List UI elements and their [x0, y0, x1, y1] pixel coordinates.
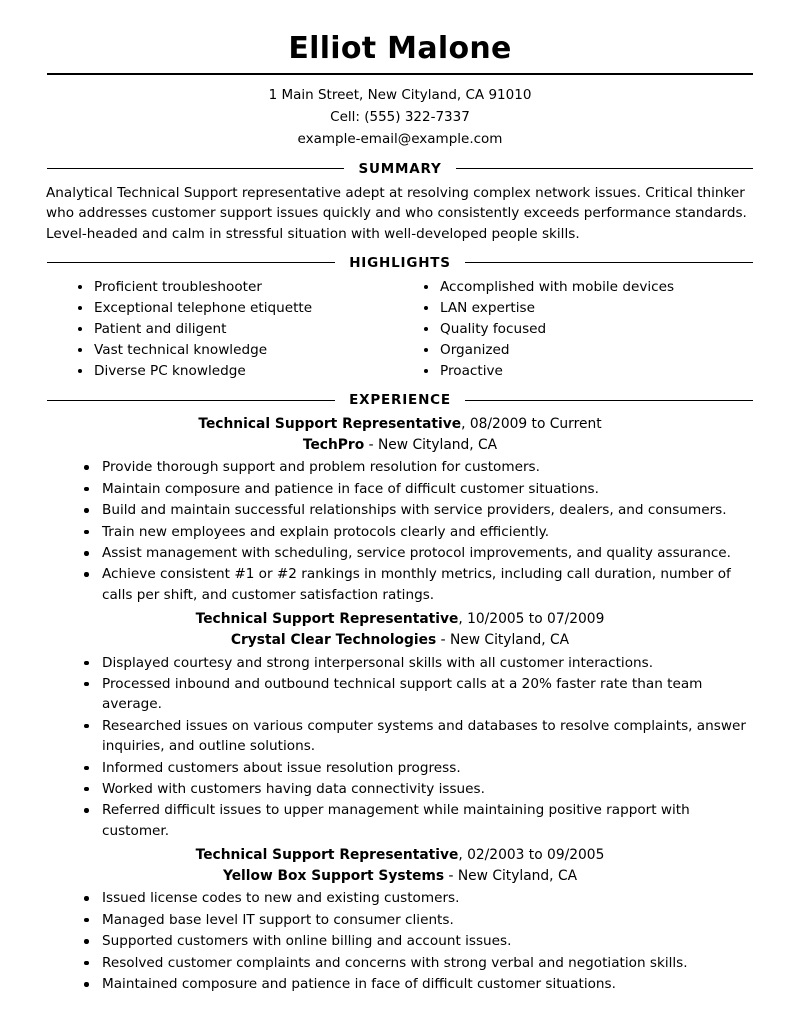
- list-item: Managed base level IT support to consumer clients.: [80, 910, 754, 930]
- section-title-summary: SUMMARY: [358, 160, 442, 177]
- section-title-experience: EXPERIENCE: [349, 392, 451, 409]
- list-item: Accomplished with mobile devices: [418, 277, 756, 297]
- job-dates: , 02/2003 to 09/2005: [458, 847, 605, 864]
- job-location: - New Cityland, CA: [436, 631, 570, 648]
- list-item: Build and maintain successful relationships with service providers, dealers, and consumers.: [80, 500, 754, 520]
- list-item: Maintained composure and patience in face of difficult customer situations.: [80, 974, 754, 994]
- job-company: Yellow Box Support Systems: [222, 867, 445, 884]
- list-item: Train new employees and explain protocols clearly and efficiently.: [80, 522, 754, 542]
- section-header-highlights: [47, 255, 753, 271]
- section-title-highlights: HIGHLIGHTS: [349, 254, 451, 271]
- list-item: Assist management with scheduling, service protocol improvements, and quality assurance.: [80, 543, 754, 563]
- contact-block: [44, 85, 756, 151]
- highlights-list-right: [418, 277, 756, 382]
- experience-entry: [44, 609, 756, 841]
- job-role: Technical Support Representative: [195, 611, 459, 628]
- rule-left: [47, 168, 344, 169]
- list-item: Researched issues on various computer systems and databases to resolve complaints, answer inquiries, and outline solutions.: [80, 716, 754, 757]
- job-dates: , 10/2005 to 07/2009: [458, 611, 605, 628]
- job-company-line: [44, 630, 756, 651]
- section-header-experience: [47, 392, 753, 408]
- list-item: Organized: [418, 340, 756, 360]
- job-company: Crystal Clear Technologies: [230, 631, 437, 648]
- contact-address: 1 Main Street, New Cityland, CA 91010: [268, 87, 532, 103]
- list-item: Proactive: [418, 361, 756, 381]
- highlights-columns: [44, 277, 756, 383]
- rule-left: [47, 400, 335, 401]
- job-title-line: [44, 845, 756, 866]
- list-item: Worked with customers having data connectivity issues.: [80, 779, 754, 799]
- rule-right: [465, 262, 753, 263]
- header-divider: [47, 73, 753, 75]
- list-item: Issued license codes to new and existing customers.: [80, 888, 754, 908]
- list-item: Supported customers with online billing and account issues.: [80, 931, 754, 951]
- job-bullets: [44, 457, 756, 605]
- experience-entry: [44, 845, 756, 994]
- list-item: Patient and diligent: [72, 319, 400, 339]
- job-location: - New Cityland, CA: [364, 436, 498, 453]
- highlights-list-left: [72, 277, 400, 382]
- list-item: Exceptional telephone etiquette: [72, 298, 400, 318]
- list-item: Proficient troubleshooter: [72, 277, 400, 297]
- list-item: Vast technical knowledge: [72, 340, 400, 360]
- job-company-line: [44, 435, 756, 456]
- candidate-name: Elliot Malone: [288, 31, 512, 66]
- contact-email: example-email@example.com: [297, 130, 503, 147]
- job-title-line: [44, 609, 756, 630]
- job-role: Technical Support Representative: [195, 847, 459, 864]
- job-title-line: [44, 414, 756, 435]
- list-item: Achieve consistent #1 or #2 rankings in monthly metrics, including call duration, number of calls per shift, and customer satisfaction ratings.: [80, 564, 754, 605]
- list-item: Provide thorough support and problem resolution for customers.: [80, 457, 754, 477]
- section-header-summary: [47, 161, 753, 177]
- list-item: Quality focused: [418, 319, 756, 339]
- rule-left: [47, 262, 335, 263]
- list-item: LAN expertise: [418, 298, 756, 318]
- job-dates: , 08/2009 to Current: [461, 416, 602, 433]
- job-role: Technical Support Representative: [198, 416, 462, 433]
- job-company: TechPro: [302, 436, 365, 453]
- list-item: Displayed courtesy and strong interpersonal skills with all customer interactions.: [80, 653, 754, 673]
- rule-right: [465, 400, 753, 401]
- job-bullets: [44, 888, 756, 994]
- contact-phone: Cell: (555) 322-7337: [330, 108, 470, 125]
- job-bullets: [44, 653, 756, 842]
- list-item: Referred difficult issues to upper management while maintaining positive rapport with customer.: [80, 800, 754, 841]
- list-item: Resolved customer complaints and concerns with strong verbal and negotiation skills.: [80, 953, 754, 973]
- highlights-column-right: [400, 277, 756, 383]
- job-company-line: [44, 866, 756, 887]
- highlights-column-left: [44, 277, 400, 383]
- list-item: Informed customers about issue resolution progress.: [80, 758, 754, 778]
- summary-text: Analytical Technical Support representative adept at resolving complex network issues. Critical thinker who addresses customer support issues quickly and who consistently exceeds performance standards. Level-headed and calm in stressful situation with well-developed people skills.: [46, 184, 747, 242]
- list-item: Maintain composure and patience in face of difficult customer situations.: [80, 479, 754, 499]
- list-item: Diverse PC knowledge: [72, 361, 400, 381]
- job-location: - New Cityland, CA: [444, 867, 578, 884]
- rule-right: [456, 168, 753, 169]
- list-item: Processed inbound and outbound technical support calls at a 20% faster rate than team average.: [80, 674, 754, 715]
- experience-entry: [44, 414, 756, 605]
